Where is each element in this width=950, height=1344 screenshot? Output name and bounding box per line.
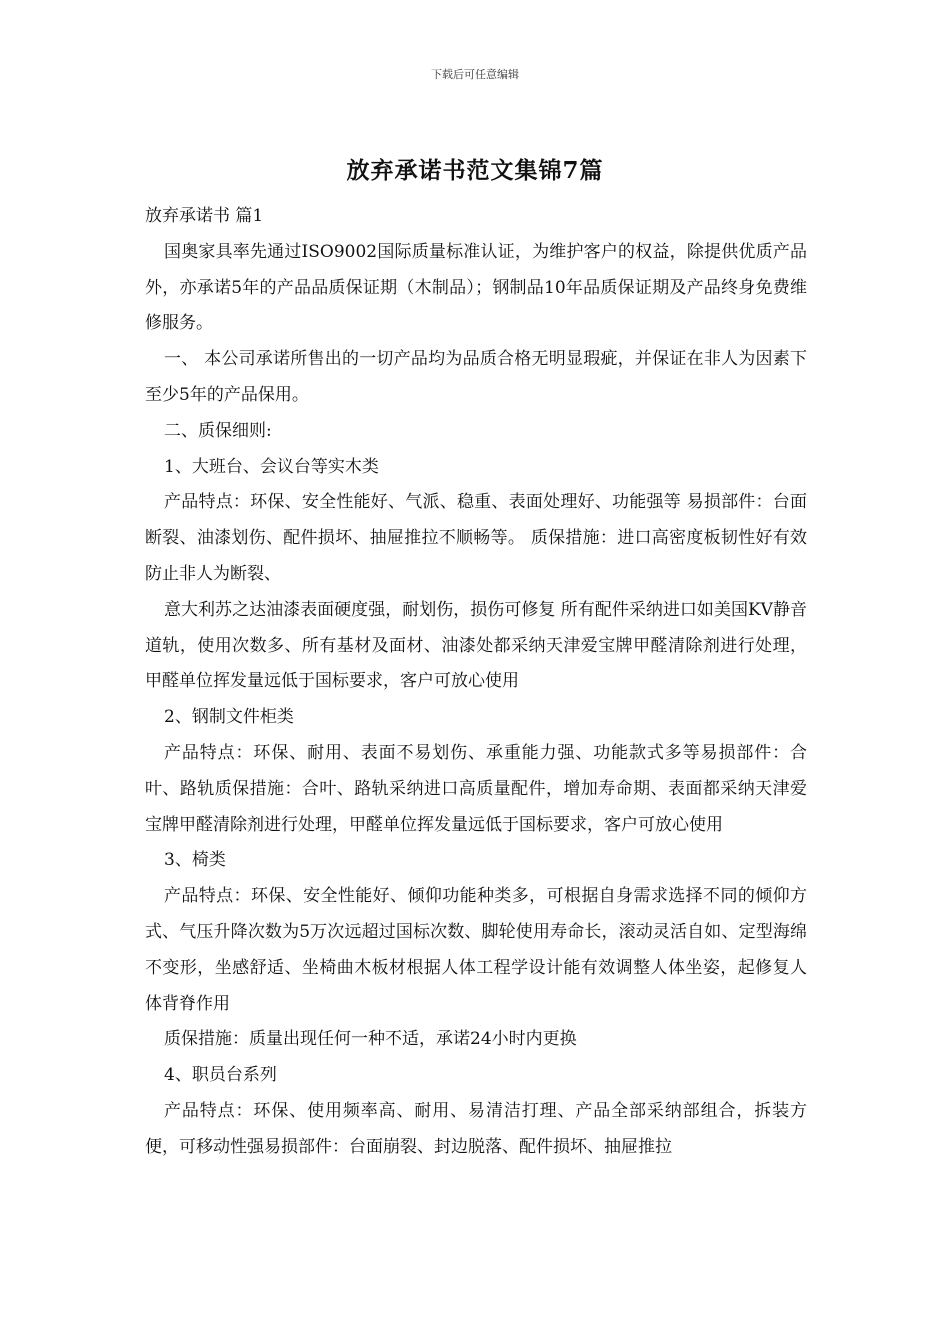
paragraph-solid-wood-details: 意大利苏之达油漆表面硬度强，耐划伤，损伤可修复 所有配件采纳进口如美国KV静音道轨，使用次数多、所有基材及面材、油漆处都采纳天津爱宝牌甲醛清除剂进行处理，甲醛单位挥发量远低于国标要求，客户可放心使用 xyxy=(145,599,807,692)
document-title: 放弃承诺书范文集锦7篇 xyxy=(346,157,604,184)
paragraph-item-2: 二、质保细则: xyxy=(164,420,272,441)
document-body xyxy=(145,199,807,1166)
header-note: 下载后可任意编辑 xyxy=(431,68,519,81)
subheading-steel-cabinet: 2、钢制文件柜类 xyxy=(164,707,294,728)
paragraph-chairs-features: 产品特点：环保、安全性能好、倾仰功能种类多，可根据自身需求选择不同的倾仰方式、气压升降次数为5万次远超过国标次数、脚轮使用寿命长，滚动灵活自如、定型海绵不变形，坐感舒适、坐椅曲木板材根据人体工程学设计能有效调整人体坐姿，起修复人体背脊作用 xyxy=(145,886,807,1014)
paragraph-chairs-warranty: 质保措施：质量出现任何一种不适，承诺24小时内更换 xyxy=(164,1029,577,1050)
paragraph-steel-cabinet-features: 产品特点：环保、耐用、表面不易划伤、承重能力强、功能款式多等易损部件：合叶、路轨质保措施：合叶、路轨采纳进口高质量配件，增加寿命期、表面都采纳天津爱宝牌甲醛清除剂进行处理，甲醛单位挥发量远低于国标要求，客户可放心使用 xyxy=(145,742,807,835)
paragraph-intro: 国奥家具率先通过ISO9002国际质量标准认证，为维护客户的权益，除提供优质产品外，亦承诺5年的产品品质保证期（木制品）；钢制品10年品质保证期及产品终身免费维修服务。 xyxy=(145,241,807,334)
subheading-staff-desk: 4、职员台系列 xyxy=(164,1065,277,1086)
paragraph-solid-wood-features: 产品特点：环保、安全性能好、气派、稳重、表面处理好、功能强等 易损部件：台面断裂、油漆划伤、配件损坏、抽屉推拉不顺畅等。 质保措施：进口高密度板韧性好有效防止非人为断裂、 xyxy=(145,492,807,584)
subheading-chairs: 3、椅类 xyxy=(164,850,226,871)
paragraph-item-1: 一、 本公司承诺所售出的一切产品均为品质合格无明显瑕疵，并保证在非人为因素下至少5年的产品保用。 xyxy=(145,349,807,405)
paragraph-staff-desk-features: 产品特点：环保、使用频率高、耐用、易清洁打理、产品全部采纳部组合，拆装方便，可移动性强易损部件：台面崩裂、封边脱落、配件损坏、抽屉推拉 xyxy=(145,1100,807,1157)
section-label: 放弃承诺书 篇1 xyxy=(145,206,264,226)
subheading-solid-wood: 1、大班台、会议台等实木类 xyxy=(164,456,379,477)
